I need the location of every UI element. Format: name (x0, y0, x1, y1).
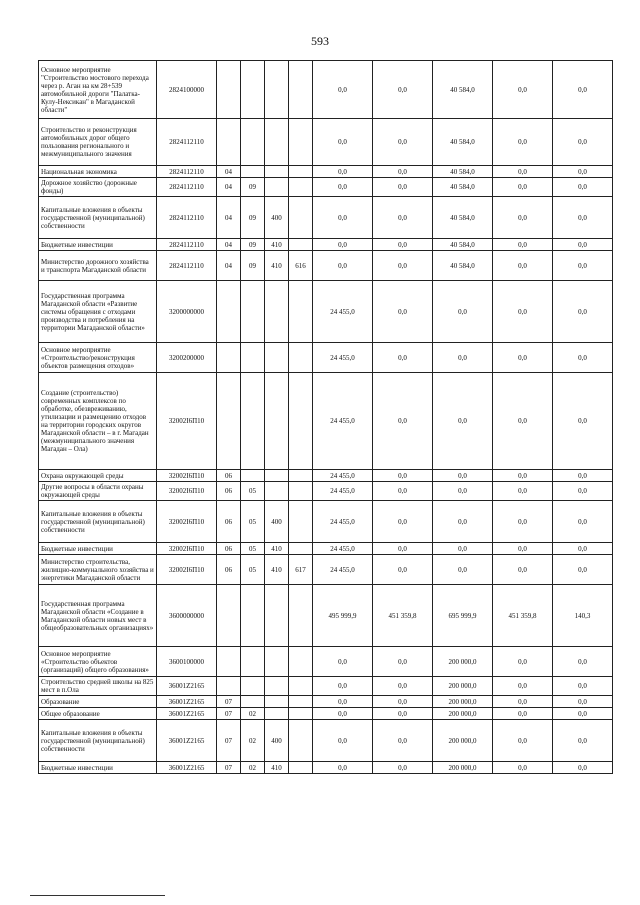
target-code: 32002I6П10 (157, 373, 217, 470)
section-code: 06 (217, 543, 241, 555)
expense-type-code: 410 (265, 543, 289, 555)
value-1: 0,0 (313, 762, 373, 774)
value-5: 0,0 (553, 470, 613, 482)
administrator-code (289, 501, 313, 543)
target-code: 2824112110 (157, 119, 217, 166)
value-1: 24 455,0 (313, 543, 373, 555)
value-4: 0,0 (493, 555, 553, 585)
table-row (39, 343, 613, 373)
subsection-code (241, 166, 265, 178)
expense-type-code (265, 61, 289, 119)
value-5: 0,0 (553, 696, 613, 708)
table-row (39, 677, 613, 696)
expense-type-code (265, 708, 289, 720)
value-3: 40 584,0 (433, 251, 493, 281)
value-2: 0,0 (373, 166, 433, 178)
section-code: 06 (217, 555, 241, 585)
value-2: 0,0 (373, 677, 433, 696)
value-3: 0,0 (433, 482, 493, 501)
table-row (39, 555, 613, 585)
subsection-code: 09 (241, 239, 265, 251)
table-row (39, 119, 613, 166)
section-code: 07 (217, 762, 241, 774)
expense-type-code: 400 (265, 720, 289, 762)
value-3: 40 584,0 (433, 197, 493, 239)
value-1: 24 455,0 (313, 482, 373, 501)
subsection-code (241, 373, 265, 470)
target-code: 36001Z2165 (157, 677, 217, 696)
administrator-code (289, 61, 313, 119)
value-2: 451 359,8 (373, 585, 433, 647)
expense-type-code (265, 647, 289, 677)
value-5: 0,0 (553, 647, 613, 677)
subsection-code (241, 281, 265, 343)
value-3: 0,0 (433, 470, 493, 482)
value-3: 200 000,0 (433, 762, 493, 774)
value-3: 200 000,0 (433, 647, 493, 677)
target-code: 32002I6П10 (157, 470, 217, 482)
expense-type-code (265, 343, 289, 373)
section-code: 04 (217, 239, 241, 251)
table-row (39, 762, 613, 774)
expense-type-code (265, 166, 289, 178)
value-2: 0,0 (373, 61, 433, 119)
value-1: 0,0 (313, 239, 373, 251)
expense-type-code (265, 470, 289, 482)
subsection-code (241, 585, 265, 647)
value-3: 200 000,0 (433, 696, 493, 708)
administrator-code (289, 708, 313, 720)
section-code (217, 119, 241, 166)
subsection-code: 09 (241, 197, 265, 239)
value-2: 0,0 (373, 720, 433, 762)
target-code: 36001Z2165 (157, 696, 217, 708)
row-name: Министерство дорожного хозяйства и транспорта Магаданской области (39, 251, 157, 281)
row-name: Основное мероприятие "Строительство мостового перехода через р. Аган на км 28+539 автомобильной дороги "Палатка-Кулу-Нексикан" в Магаданской области" (39, 61, 157, 119)
value-2: 0,0 (373, 343, 433, 373)
value-4: 0,0 (493, 281, 553, 343)
section-code: 06 (217, 482, 241, 501)
footer-divider (30, 895, 165, 896)
value-5: 0,0 (553, 281, 613, 343)
value-3: 200 000,0 (433, 677, 493, 696)
value-4: 0,0 (493, 543, 553, 555)
expense-type-code: 400 (265, 197, 289, 239)
expense-type-code (265, 696, 289, 708)
value-5: 0,0 (553, 251, 613, 281)
value-4: 0,0 (493, 239, 553, 251)
administrator-code: 617 (289, 555, 313, 585)
value-2: 0,0 (373, 178, 433, 197)
expense-type-code (265, 178, 289, 197)
value-5: 0,0 (553, 720, 613, 762)
target-code: 3200000000 (157, 281, 217, 343)
value-1: 0,0 (313, 720, 373, 762)
value-3: 0,0 (433, 373, 493, 470)
value-5: 0,0 (553, 543, 613, 555)
value-1: 0,0 (313, 677, 373, 696)
administrator-code (289, 119, 313, 166)
section-code: 06 (217, 501, 241, 543)
administrator-code (289, 470, 313, 482)
value-1: 0,0 (313, 251, 373, 281)
value-4: 0,0 (493, 119, 553, 166)
value-1: 0,0 (313, 178, 373, 197)
row-name: Капитальные вложения в объекты государственной (муниципальной) собственности (39, 197, 157, 239)
subsection-code (241, 647, 265, 677)
section-code (217, 61, 241, 119)
subsection-code: 02 (241, 708, 265, 720)
row-name: Министерство строительства, жилищно-коммунального хозяйства и энергетики Магаданской области (39, 555, 157, 585)
value-2: 0,0 (373, 239, 433, 251)
value-1: 0,0 (313, 166, 373, 178)
value-3: 200 000,0 (433, 708, 493, 720)
expense-type-code (265, 585, 289, 647)
row-name: Государственная программа Магаданской области «Развитие системы обращения с отходами производства и потребления на территории Магаданской области» (39, 281, 157, 343)
value-4: 0,0 (493, 647, 553, 677)
section-code: 04 (217, 178, 241, 197)
target-code: 2824112110 (157, 197, 217, 239)
table-row (39, 373, 613, 470)
table-row (39, 696, 613, 708)
row-name: Бюджетные инвестиции (39, 239, 157, 251)
value-5: 0,0 (553, 373, 613, 470)
subsection-code: 05 (241, 501, 265, 543)
expense-type-code (265, 281, 289, 343)
table-row (39, 470, 613, 482)
target-code: 2824112110 (157, 239, 217, 251)
table-row (39, 197, 613, 239)
section-code: 07 (217, 708, 241, 720)
value-4: 0,0 (493, 61, 553, 119)
value-2: 0,0 (373, 119, 433, 166)
value-3: 40 584,0 (433, 61, 493, 119)
value-2: 0,0 (373, 197, 433, 239)
section-code (217, 677, 241, 696)
value-3: 695 999,9 (433, 585, 493, 647)
value-4: 0,0 (493, 373, 553, 470)
administrator-code: 616 (289, 251, 313, 281)
expense-type-code: 410 (265, 762, 289, 774)
section-code (217, 647, 241, 677)
subsection-code: 09 (241, 251, 265, 281)
expense-type-code (265, 677, 289, 696)
value-4: 0,0 (493, 166, 553, 178)
value-2: 0,0 (373, 251, 433, 281)
administrator-code (289, 543, 313, 555)
value-5: 0,0 (553, 239, 613, 251)
subsection-code (241, 61, 265, 119)
section-code (217, 585, 241, 647)
subsection-code: 05 (241, 543, 265, 555)
row-name: Основное мероприятие «Строительство/реконструкция объектов размещения отходов» (39, 343, 157, 373)
value-3: 200 000,0 (433, 720, 493, 762)
section-code: 04 (217, 251, 241, 281)
subsection-code (241, 343, 265, 373)
value-5: 0,0 (553, 343, 613, 373)
value-4: 0,0 (493, 343, 553, 373)
subsection-code: 02 (241, 720, 265, 762)
value-2: 0,0 (373, 501, 433, 543)
value-5: 0,0 (553, 708, 613, 720)
target-code: 36001Z2165 (157, 720, 217, 762)
value-1: 0,0 (313, 696, 373, 708)
expense-type-code (265, 482, 289, 501)
value-2: 0,0 (373, 762, 433, 774)
row-name: Охрана окружающей среды (39, 470, 157, 482)
section-code: 04 (217, 166, 241, 178)
value-3: 0,0 (433, 281, 493, 343)
subsection-code (241, 677, 265, 696)
value-4: 0,0 (493, 696, 553, 708)
value-2: 0,0 (373, 647, 433, 677)
administrator-code (289, 696, 313, 708)
subsection-code: 02 (241, 762, 265, 774)
value-1: 24 455,0 (313, 501, 373, 543)
table-row (39, 166, 613, 178)
administrator-code (289, 281, 313, 343)
value-2: 0,0 (373, 708, 433, 720)
page-number: 593 (311, 34, 329, 48)
administrator-code (289, 343, 313, 373)
row-name: Государственная программа Магаданской области «Создание в Магаданской области новых мест в общеобразовательных организациях» (39, 585, 157, 647)
target-code: 2824112110 (157, 166, 217, 178)
row-name: Национальная экономика (39, 166, 157, 178)
administrator-code (289, 647, 313, 677)
row-name: Образование (39, 696, 157, 708)
value-1: 24 455,0 (313, 373, 373, 470)
target-code: 32002I6П10 (157, 501, 217, 543)
value-2: 0,0 (373, 373, 433, 470)
administrator-code (289, 720, 313, 762)
expense-type-code: 400 (265, 501, 289, 543)
section-code (217, 343, 241, 373)
value-5: 0,0 (553, 119, 613, 166)
value-5: 0,0 (553, 166, 613, 178)
subsection-code: 09 (241, 178, 265, 197)
target-code: 3600100000 (157, 647, 217, 677)
subsection-code (241, 119, 265, 166)
value-5: 0,0 (553, 178, 613, 197)
value-5: 0,0 (553, 197, 613, 239)
value-2: 0,0 (373, 281, 433, 343)
value-3: 0,0 (433, 555, 493, 585)
value-3: 40 584,0 (433, 119, 493, 166)
value-3: 40 584,0 (433, 178, 493, 197)
value-4: 0,0 (493, 197, 553, 239)
row-name: Бюджетные инвестиции (39, 543, 157, 555)
table-row (39, 239, 613, 251)
subsection-code: 05 (241, 482, 265, 501)
subsection-code (241, 696, 265, 708)
administrator-code (289, 677, 313, 696)
subsection-code: 05 (241, 555, 265, 585)
table-row (39, 61, 613, 119)
value-5: 0,0 (553, 61, 613, 119)
value-1: 24 455,0 (313, 555, 373, 585)
administrator-code (289, 482, 313, 501)
value-2: 0,0 (373, 482, 433, 501)
value-1: 24 455,0 (313, 281, 373, 343)
administrator-code (289, 166, 313, 178)
value-1: 0,0 (313, 119, 373, 166)
value-1: 0,0 (313, 61, 373, 119)
table-row (39, 720, 613, 762)
row-name: Капитальные вложения в объекты государственной (муниципальной) собственности (39, 720, 157, 762)
value-3: 0,0 (433, 343, 493, 373)
administrator-code (289, 585, 313, 647)
value-1: 0,0 (313, 647, 373, 677)
target-code: 2824112110 (157, 251, 217, 281)
row-name: Строительство средней школы на 825 мест в п.Ола (39, 677, 157, 696)
expense-type-code: 410 (265, 239, 289, 251)
value-4: 0,0 (493, 762, 553, 774)
value-4: 0,0 (493, 501, 553, 543)
target-code: 32002I6П10 (157, 482, 217, 501)
value-3: 40 584,0 (433, 239, 493, 251)
value-4: 451 359,8 (493, 585, 553, 647)
target-code: 2824112110 (157, 178, 217, 197)
table-row (39, 281, 613, 343)
value-5: 0,0 (553, 762, 613, 774)
row-name: Капитальные вложения в объекты государственной (муниципальной) собственности (39, 501, 157, 543)
row-name: Бюджетные инвестиции (39, 762, 157, 774)
target-code: 36001Z2165 (157, 708, 217, 720)
expense-type-code: 410 (265, 555, 289, 585)
administrator-code (289, 373, 313, 470)
expense-type-code (265, 373, 289, 470)
value-4: 0,0 (493, 178, 553, 197)
value-1: 0,0 (313, 708, 373, 720)
value-4: 0,0 (493, 251, 553, 281)
table-row (39, 647, 613, 677)
target-code: 36001Z2165 (157, 762, 217, 774)
table-row (39, 501, 613, 543)
value-4: 0,0 (493, 677, 553, 696)
value-1: 24 455,0 (313, 343, 373, 373)
table-row (39, 543, 613, 555)
section-code: 04 (217, 197, 241, 239)
section-code: 07 (217, 696, 241, 708)
table-row (39, 251, 613, 281)
value-2: 0,0 (373, 543, 433, 555)
target-code: 32002I6П10 (157, 543, 217, 555)
value-1: 495 999,9 (313, 585, 373, 647)
target-code: 3200200000 (157, 343, 217, 373)
table-row (39, 482, 613, 501)
value-2: 0,0 (373, 470, 433, 482)
row-name: Общее образование (39, 708, 157, 720)
value-3: 40 584,0 (433, 166, 493, 178)
value-5: 0,0 (553, 555, 613, 585)
value-2: 0,0 (373, 555, 433, 585)
section-code: 07 (217, 720, 241, 762)
administrator-code (289, 178, 313, 197)
value-5: 140,3 (553, 585, 613, 647)
value-4: 0,0 (493, 470, 553, 482)
value-3: 0,0 (433, 501, 493, 543)
budget-table (38, 60, 613, 774)
value-5: 0,0 (553, 501, 613, 543)
table-row (39, 585, 613, 647)
target-code: 2824100000 (157, 61, 217, 119)
table-row (39, 708, 613, 720)
section-code (217, 281, 241, 343)
value-4: 0,0 (493, 482, 553, 501)
row-name: Дорожное хозяйство (дорожные фонды) (39, 178, 157, 197)
value-5: 0,0 (553, 482, 613, 501)
section-code: 06 (217, 470, 241, 482)
row-name: Другие вопросы в области охраны окружающей среды (39, 482, 157, 501)
target-code: 32002I6П10 (157, 555, 217, 585)
row-name: Строительство и реконструкция автомобильных дорог общего пользования регионального и межмуниципального значения (39, 119, 157, 166)
target-code: 3600000000 (157, 585, 217, 647)
expense-type-code (265, 119, 289, 166)
table-row (39, 178, 613, 197)
administrator-code (289, 197, 313, 239)
expense-type-code: 410 (265, 251, 289, 281)
row-name: Основное мероприятие «Строительство объектов (организаций) общего образования» (39, 647, 157, 677)
section-code (217, 373, 241, 470)
value-1: 24 455,0 (313, 470, 373, 482)
administrator-code (289, 239, 313, 251)
administrator-code (289, 762, 313, 774)
value-1: 0,0 (313, 197, 373, 239)
value-5: 0,0 (553, 677, 613, 696)
row-name: Создание (строительство) современных комплексов по обработке, обезвреживанию, утилизации и размещению отходов на территории городских округов Магаданской области – в г. Магадан (межмуниципального значения Магадан – Ола) (39, 373, 157, 470)
value-2: 0,0 (373, 696, 433, 708)
value-3: 0,0 (433, 543, 493, 555)
value-4: 0,0 (493, 708, 553, 720)
value-4: 0,0 (493, 720, 553, 762)
subsection-code (241, 470, 265, 482)
table-body (39, 61, 613, 774)
